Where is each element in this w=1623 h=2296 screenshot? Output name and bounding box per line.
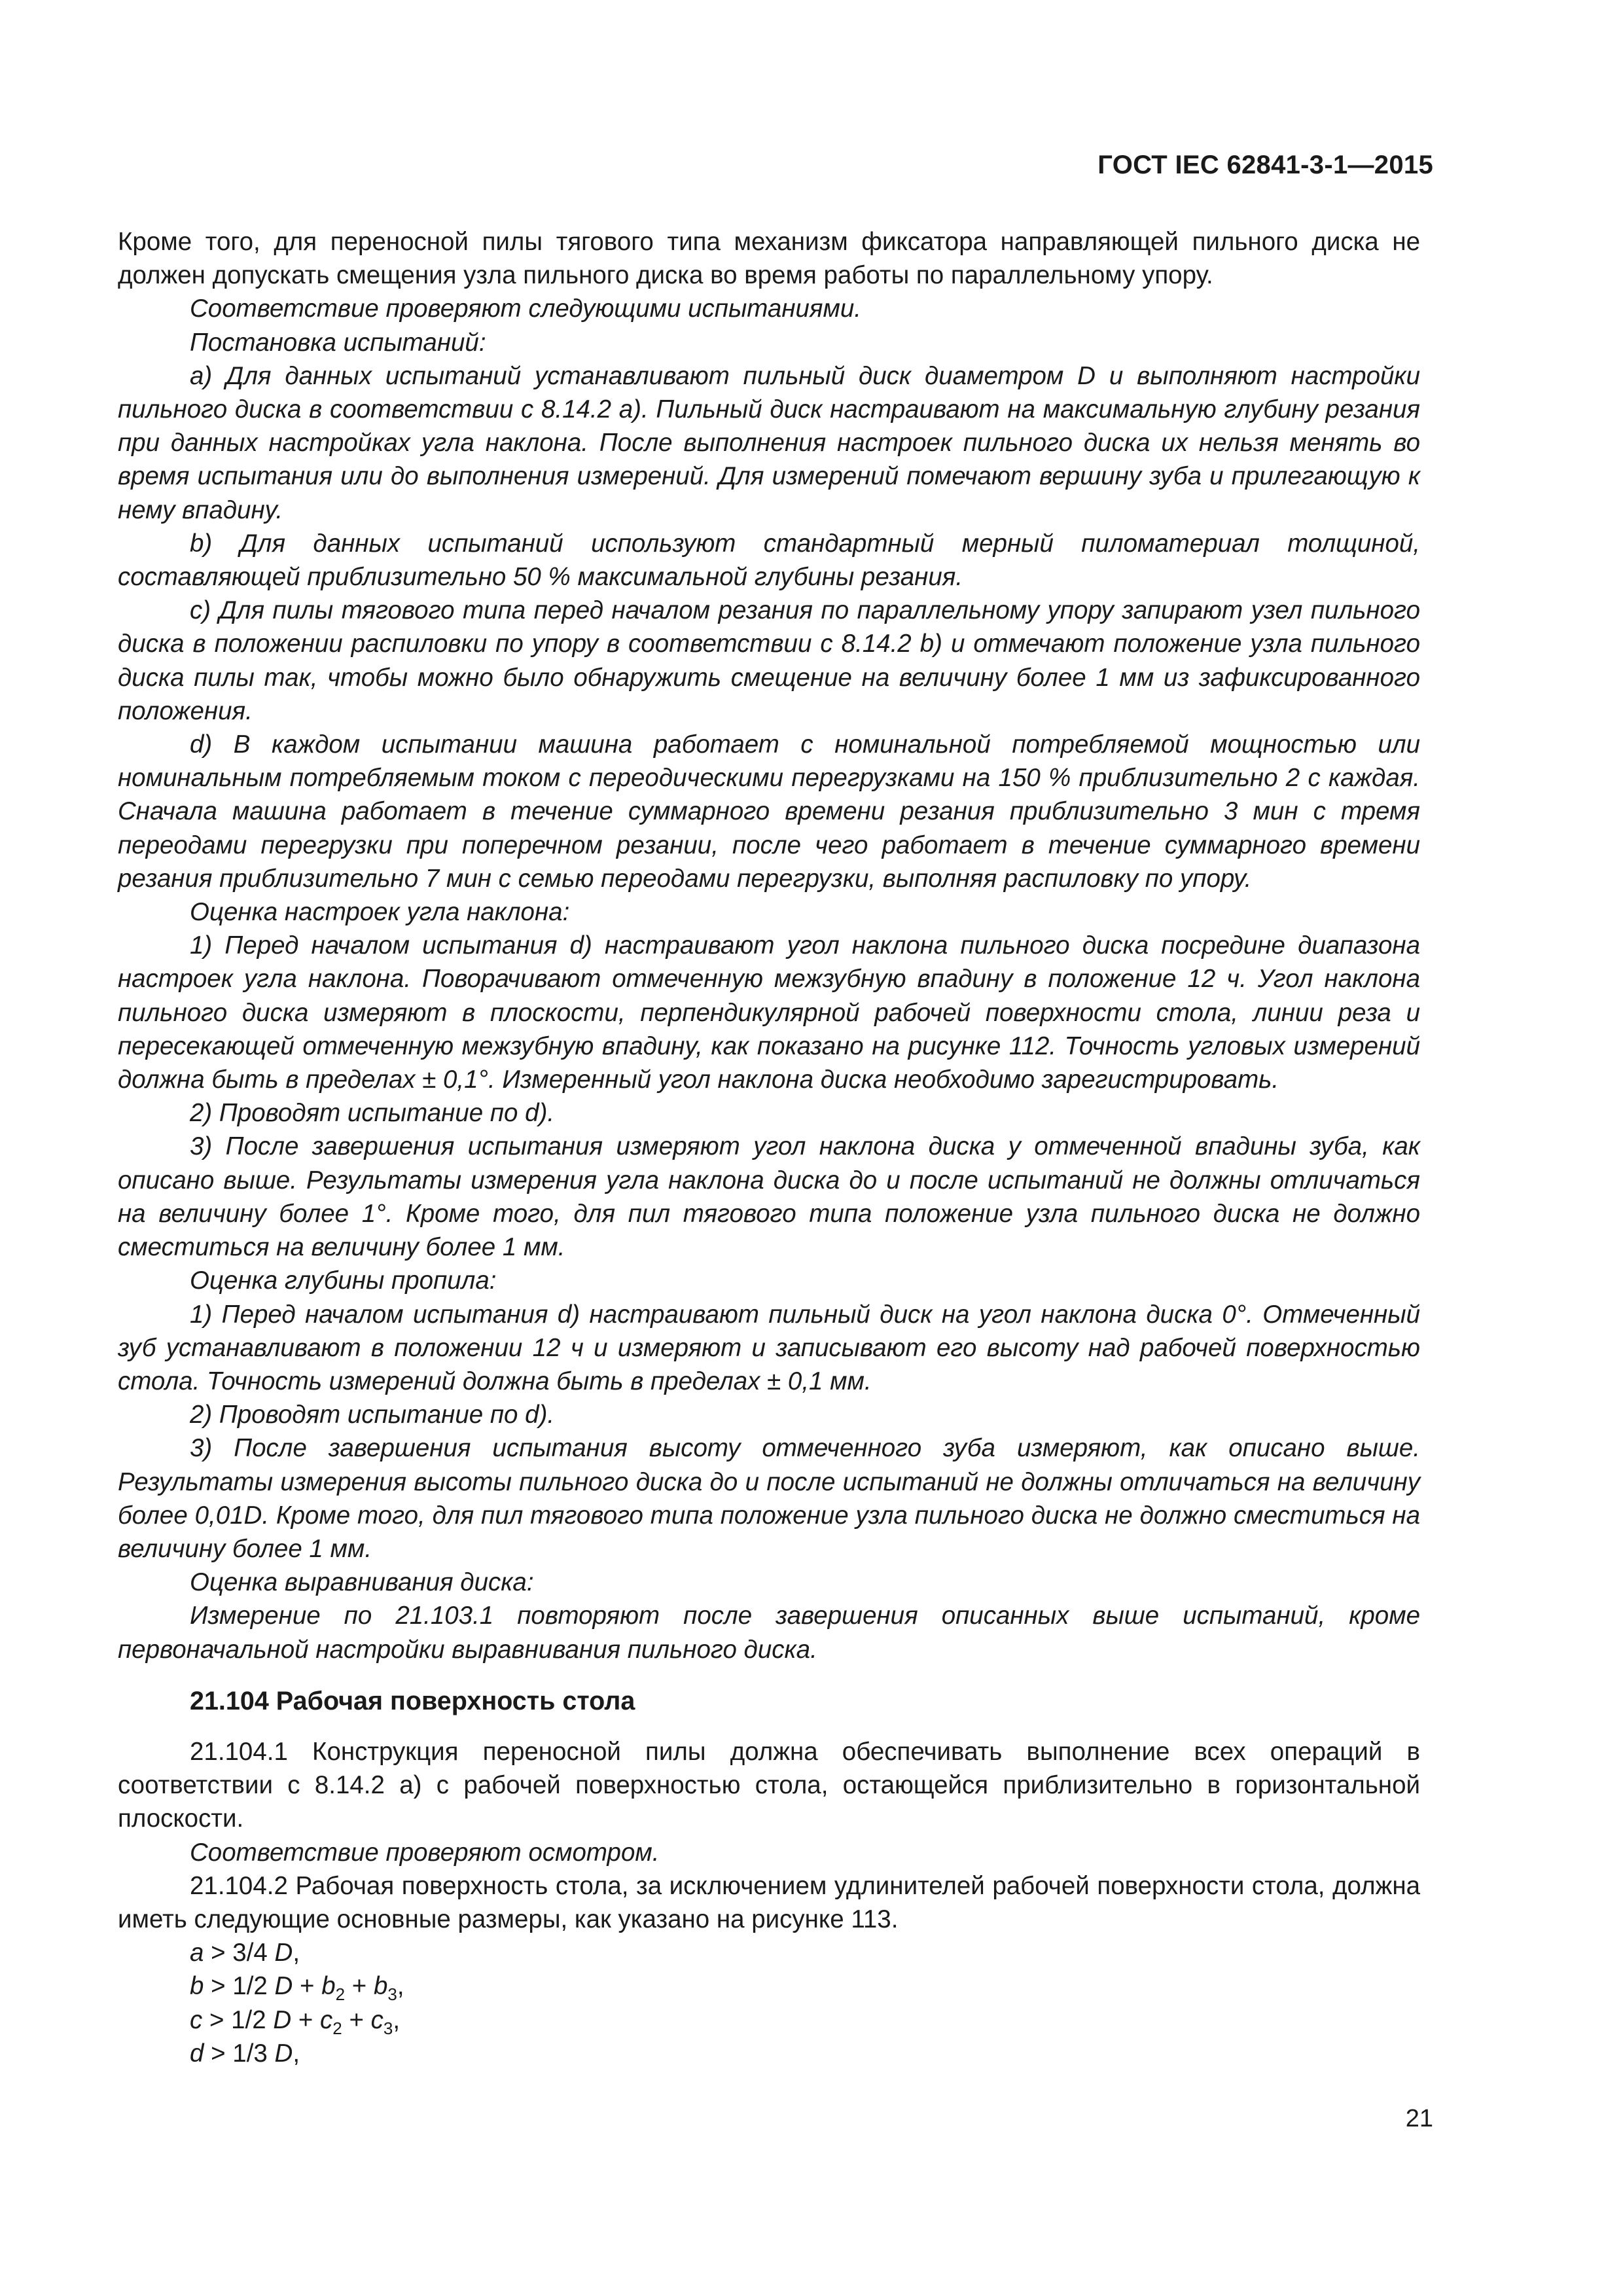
paragraph: 1) Перед началом испытания d) настраивают пильный диск на угол наклона диска 0°. Отмеченный зуб устанавливают в положении 12 ч и измеряют и записывают его высоту над рабочей поверхностью стола. Точность измерений должна быть в пределах ± 0,1 мм. [118, 1300, 1420, 1395]
paragraph: 21.104.1 Конструкция переносной пилы должна обеспечивать выполнение всех операций в соответствии с 8.14.2 а) с рабочей поверхностью стола, остающейся приблизительно в горизонтальной плоскости. [118, 1737, 1420, 1833]
paragraph: Оценка глубины пропила: [190, 1266, 497, 1295]
paragraph: а) Для данных испытаний устанавливают пильный диск диаметром D и выполняют настройки пильного диска в соответствии с 8.14.2 а). Пильный диск настраивают на максимальную глубину резания при данных настройках угла наклона. После выполнения настроек пильного диска их нельзя менять во время испытания или до выполнения измерений. Для измерений помечают вершину зуба и прилегающую к нему впадину. [118, 361, 1420, 524]
paragraph: c) Для пилы тягового типа перед началом резания по параллельному упору запирают узел пильного диска в положении распиловки по упору в соответствии с 8.14.2 b) и отмечают положение узла пильного диска пилы так, чтобы можно было обнаружить смещение на величину более 1 мм из зафиксированного положения. [118, 596, 1420, 725]
paragraph: 21.104.2 Рабочая поверхность стола, за исключением удлинителей рабочей поверхности стола, должна иметь следующие основные размеры, как указано на рисунке 113. [118, 1871, 1420, 1933]
paragraph: 3) После завершения испытания измеряют угол наклона диска у отмеченной впадины зуба, как описано выше. Результаты измерения угла наклона диска до и после испытаний не должны отличаться на величину более 1°. Кроме того, для пил тягового типа положение узла пильного диска не должно сместиться на величину более 1 мм. [118, 1132, 1420, 1262]
paragraph: Оценка выравнивания диска: [190, 1568, 534, 1597]
paragraph: 2) Проводят испытание по d). [190, 1401, 555, 1429]
paragraph: b) Для данных испытаний используют стандартный мерный пиломатериал толщиной, составляющей приблизительно 50 % максимальной глубины резания. [118, 529, 1420, 592]
document-body [118, 225, 1420, 2070]
paragraph: 2) Проводят испытание по d). [190, 1099, 555, 1128]
paragraph: 1) Перед началом испытания d) настраивают угол наклона пильного диска посредине диапазона настроек угла наклона. Поворачивают отмеченную межзубную впадину в положение 12 ч. Угол наклона пильного диска измеряют в плоскости, перпендикулярной рабочей поверхности стола, линии реза и пересекающей отмеченную межзубную впадину, как показано на рисунке 112. Точность угловых измерений должна быть в пределах ± 0,1°. Измеренный угол наклона диска необходимо зарегистрировать. [118, 931, 1420, 1094]
paragraph: Оценка настроек угла наклона: [190, 898, 570, 927]
document-header: ГОСТ IEC 62841-3-1—2015 [1097, 151, 1433, 179]
paragraph: Постановка испытаний: [190, 328, 486, 357]
paragraph: 3) После завершения испытания высоту отмеченного зуба измеряют, как описано выше. Результаты измерения высоты пильного диска до и после испытаний не должны отличаться на величину более 0,01D. Кроме того, для пил тягового типа положение узла пильного диска не должно сместиться на величину более 1 мм. [118, 1434, 1420, 1563]
formula-b: b > 1/2 $D + b_2 + b_3$, [190, 1972, 404, 2005]
paragraph: d) В каждом испытании машина работает с номинальной потребляемой мощностью или номинальным потребляемым током с переодическими перегрузками на 150 % приблизительно 2 с каждая. Сначала машина работает в течение суммарного времени резания приблизительно 3 мин с тремя переодами перегрузки при поперечном резании, после чего работает в течение суммарного времени резания приблизительно 7 мин с семью переодами перегрузки, выполняя распиловку по упору. [118, 730, 1420, 893]
formula-c: c > 1/2 $D + c_2 + c_3$, [190, 2005, 401, 2038]
paragraph: Измерение по 21.103.1 повторяют после завершения описанных выше испытаний, кроме первоначальной настройки выравнивания пильного диска. [118, 1602, 1420, 1664]
paragraph: Кроме того, для переносной пилы тягового типа механизм фиксатора направляющей пильного диска не должен допускать смещения узла пильного диска во время работы по параллельному упору. [118, 228, 1420, 290]
paragraph: Соответствие проверяют следующими испытаниями. [190, 295, 862, 323]
page-number: 21 [1405, 2105, 1433, 2132]
formula-a: a > 3/4 D, [190, 1939, 300, 1967]
paragraph: Соответствие проверяют осмотром. [190, 1838, 660, 1867]
section-heading: 21.104 Рабочая поверхность стола [190, 1686, 635, 1715]
dimension-formulas [190, 1936, 1420, 2070]
formula-d: d > 1/3 D, [190, 2039, 300, 2068]
